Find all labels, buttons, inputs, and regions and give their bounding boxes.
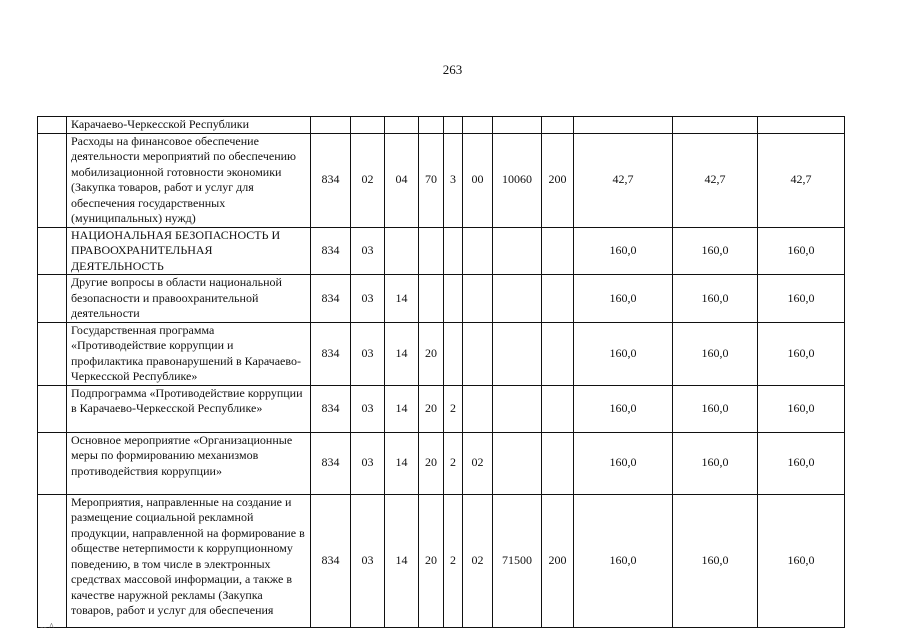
- table-cell: [463, 275, 493, 323]
- table-cell: 14: [385, 494, 419, 627]
- table-cell: 160,0: [673, 385, 758, 432]
- table-cell: 160,0: [758, 494, 845, 627]
- table-cell: [385, 227, 419, 275]
- table-cell: [542, 385, 574, 432]
- table-cell: 160,0: [758, 322, 845, 385]
- table-cell: 200: [542, 133, 574, 227]
- row-number-cell: [38, 322, 67, 385]
- table-cell: 03: [351, 322, 385, 385]
- table-cell: 00: [463, 133, 493, 227]
- row-number-cell: [38, 432, 67, 494]
- table-cell: 03: [351, 385, 385, 432]
- table-cell: [419, 275, 444, 323]
- table-cell: 834: [311, 432, 351, 494]
- table-cell: 160,0: [673, 227, 758, 275]
- table-cell: [444, 117, 463, 134]
- table-cell: 03: [351, 432, 385, 494]
- table-cell: [542, 322, 574, 385]
- table-cell: 160,0: [758, 227, 845, 275]
- table-cell: [493, 432, 542, 494]
- table-cell: 2: [444, 432, 463, 494]
- table-cell: 834: [311, 227, 351, 275]
- table-cell: 2: [444, 494, 463, 627]
- table-cell: [463, 385, 493, 432]
- table-cell: 20: [419, 494, 444, 627]
- table-cell: [311, 117, 351, 134]
- table-cell: 160,0: [673, 322, 758, 385]
- budget-table: [37, 116, 845, 628]
- table-cell: [758, 117, 845, 134]
- table-cell: 160,0: [574, 432, 673, 494]
- table-cell: 14: [385, 275, 419, 323]
- table-cell: 20: [419, 322, 444, 385]
- table-cell: 02: [463, 494, 493, 627]
- table-cell: 160,0: [574, 227, 673, 275]
- table-cell: [444, 322, 463, 385]
- scan-mark: -- ^: [40, 622, 54, 633]
- table-row: [38, 227, 845, 275]
- table-cell: 160,0: [673, 494, 758, 627]
- table-cell: [542, 117, 574, 134]
- table-cell: [542, 227, 574, 275]
- table-cell: 160,0: [758, 385, 845, 432]
- table-cell: 20: [419, 385, 444, 432]
- table-cell: [463, 117, 493, 134]
- table-cell: 834: [311, 322, 351, 385]
- row-name-cell: Подпрограмма «Противодействие коррупции в Карачаево-Черкесской Республике»: [67, 385, 311, 432]
- table-cell: 160,0: [758, 432, 845, 494]
- table-cell: 160,0: [758, 275, 845, 323]
- row-number-cell: [38, 275, 67, 323]
- table-cell: 42,7: [673, 133, 758, 227]
- table-cell: [673, 117, 758, 134]
- page-number: 263: [442, 62, 463, 77]
- table-cell: 71500: [493, 494, 542, 627]
- table-cell: 834: [311, 494, 351, 627]
- table-cell: 42,7: [574, 133, 673, 227]
- table-cell: 160,0: [673, 432, 758, 494]
- table-cell: 03: [351, 275, 385, 323]
- row-name-cell: Мероприятия, направленные на создание и размещение социальной рекламной продукции, направленной на формирование в обществе нетерпимости к коррупционному поведению, в том числе в электронных средствах массовой информации, а также в качестве наружной рекламы (Закупка товаров, работ и услуг для обеспечения: [67, 494, 311, 627]
- table-cell: 70: [419, 133, 444, 227]
- row-number-cell: [38, 133, 67, 227]
- row-name-cell: НАЦИОНАЛЬНАЯ БЕЗОПАСНОСТЬ И ПРАВООХРАНИТЕЛЬНАЯ ДЕЯТЕЛЬНОСТЬ: [67, 227, 311, 275]
- table-cell: 02: [351, 133, 385, 227]
- row-name-cell: Расходы на финансовое обеспечение деятельности мероприятий по обеспечению мобилизационной готовности экономики (Закупка товаров, работ и услуг для обеспечения государственных (муниципальных) нужд): [67, 133, 311, 227]
- table-cell: [493, 117, 542, 134]
- table-cell: 200: [542, 494, 574, 627]
- table-cell: [419, 117, 444, 134]
- table-cell: 160,0: [574, 494, 673, 627]
- table-cell: 42,7: [758, 133, 845, 227]
- row-name-cell: Другие вопросы в области национальной безопасности и правоохранительной деятельности: [67, 275, 311, 323]
- row-number-cell: [38, 117, 67, 134]
- table-row: [38, 322, 845, 385]
- table-cell: [385, 117, 419, 134]
- table-cell: 14: [385, 385, 419, 432]
- table-cell: 160,0: [574, 385, 673, 432]
- table-row: [38, 494, 845, 627]
- table-row: [38, 432, 845, 494]
- table-cell: 02: [463, 432, 493, 494]
- table-cell: [542, 275, 574, 323]
- table-cell: [444, 227, 463, 275]
- table-row: [38, 117, 845, 134]
- table-cell: 04: [385, 133, 419, 227]
- table-cell: 160,0: [574, 322, 673, 385]
- table-cell: 14: [385, 432, 419, 494]
- table-row: [38, 133, 845, 227]
- table-cell: [542, 432, 574, 494]
- table-cell: 10060: [493, 133, 542, 227]
- table-cell: 2: [444, 385, 463, 432]
- table-cell: 20: [419, 432, 444, 494]
- row-name-cell: Государственная программа «Противодействие коррупции и профилактика правонарушений в Карачаево-Черкесской Республике»: [67, 322, 311, 385]
- row-name-cell: Карачаево-Черкесской Республики: [67, 117, 311, 134]
- table-cell: [463, 322, 493, 385]
- table-cell: 160,0: [574, 275, 673, 323]
- table-cell: [493, 322, 542, 385]
- table-cell: 834: [311, 133, 351, 227]
- table-cell: 3: [444, 133, 463, 227]
- row-number-cell: [38, 494, 67, 627]
- table-cell: [493, 275, 542, 323]
- table-cell: [493, 385, 542, 432]
- row-number-cell: [38, 385, 67, 432]
- table-cell: [493, 227, 542, 275]
- table-cell: [444, 275, 463, 323]
- table-cell: [463, 227, 493, 275]
- table-row: [38, 385, 845, 432]
- row-name-cell: Основное мероприятие «Организационные меры по формированию механизмов противодействия коррупции»: [67, 432, 311, 494]
- table-cell: 14: [385, 322, 419, 385]
- row-number-cell: [38, 227, 67, 275]
- table-cell: 160,0: [673, 275, 758, 323]
- table-cell: [574, 117, 673, 134]
- table-cell: 03: [351, 494, 385, 627]
- table-cell: [419, 227, 444, 275]
- table-row: [38, 275, 845, 323]
- table-cell: 834: [311, 275, 351, 323]
- table-cell: [351, 117, 385, 134]
- table-cell: 834: [311, 385, 351, 432]
- table-cell: 03: [351, 227, 385, 275]
